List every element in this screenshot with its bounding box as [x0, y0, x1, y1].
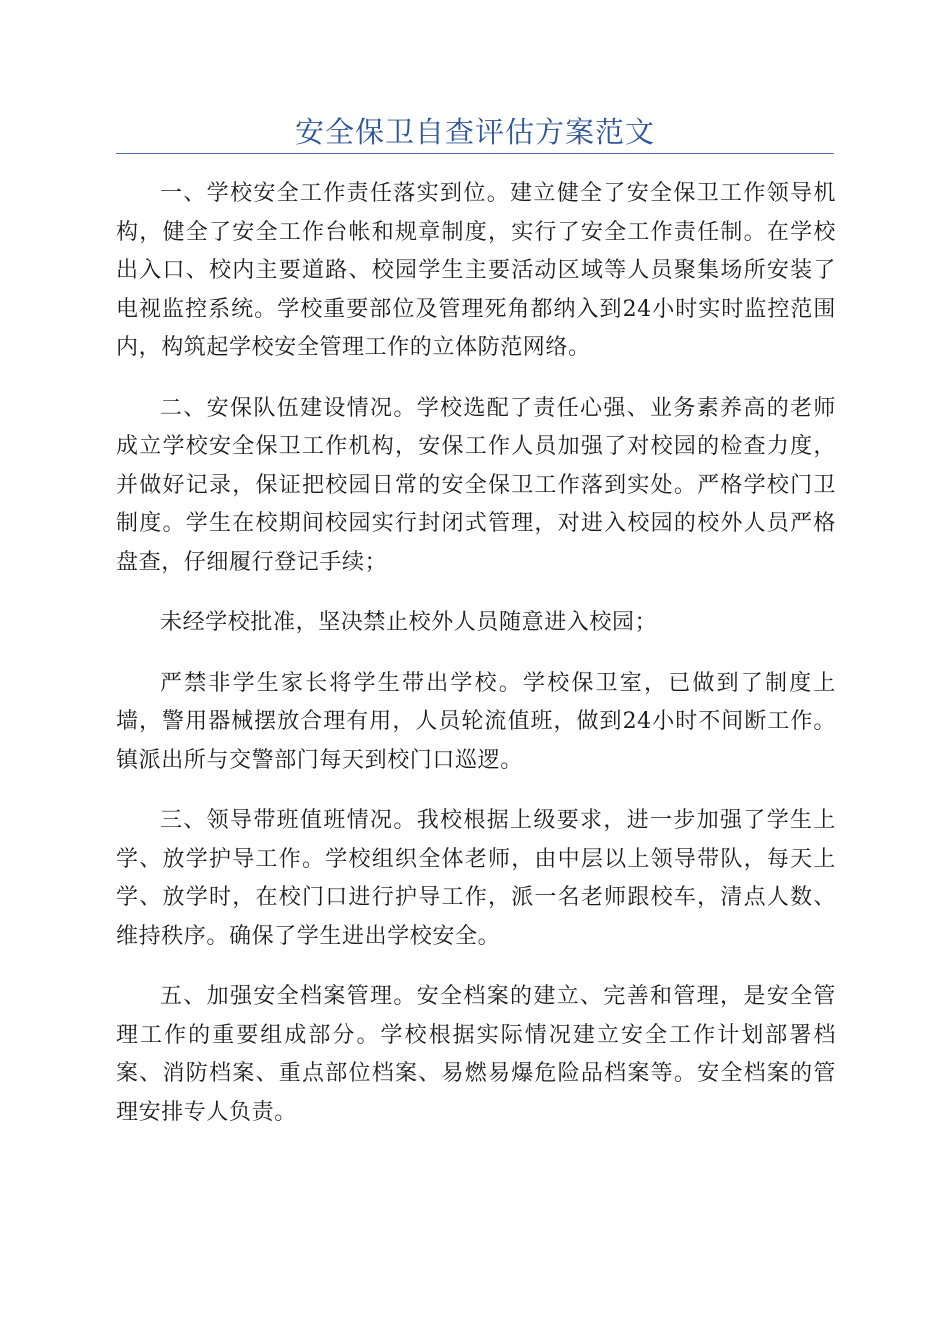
paragraph-entry-ban: 未经学校批准，坚决禁止校外人员随意进入校园；	[160, 610, 658, 635]
title-underline	[116, 153, 834, 154]
paragraph-archives: 五、加强安全档案管理。安全档案的建立、完善和管理，是安全管理工作的重要组成部分。学校根据实际情况建立安全工作计划部署档案、消防档案、重点部位档案、易燃易爆危险品档案等。安全档案的管理安排专人负责。	[116, 984, 836, 1125]
paragraph-security-team: 二、安保队伍建设情况。学校选配了责任心强、业务素养高的老师成立学校安全保卫工作机构，安保工作人员加强了对校园的检查力度，并做好记录，保证把校园日常的安全保卫工作落到实处。严格学校门卫制度。学生在校期间校园实行封闭式管理，对进入校园的校外人员严格盘查，仔细履行登记手续；	[116, 395, 836, 575]
paragraph-guard-room: 严禁非学生家长将学生带出学校。学校保卫室，已做到了制度上墙，警用器械摆放合理有用，人员轮流值班，做到24小时不间断工作。镇派出所与交警部门每天到校门口巡逻。	[116, 670, 836, 773]
document-title: 安全保卫自查评估方案范文	[294, 115, 655, 149]
document-body	[116, 175, 836, 1154]
paragraph-responsibility: 一、学校安全工作责任落实到位。建立健全了安全保卫工作领导机构，健全了安全工作台帐和规章制度，实行了安全工作责任制。在学校出入口、校内主要道路、校园学生主要活动区域等人员聚集场所安装了电视监控系统。学校重要部位及管理死角都纳入到24小时实时监控范围内，构筑起学校安全管理工作的立体防范网络。	[116, 181, 836, 360]
paragraph-leader-duty: 三、领导带班值班情况。我校根据上级要求，进一步加强了学生上学、放学护导工作。学校组织全体老师，由中层以上领导带队，每天上学、放学时，在校门口进行护导工作，派一名老师跟校车，清点人数、维持秩序。确保了学生进出学校安全。	[116, 808, 836, 949]
